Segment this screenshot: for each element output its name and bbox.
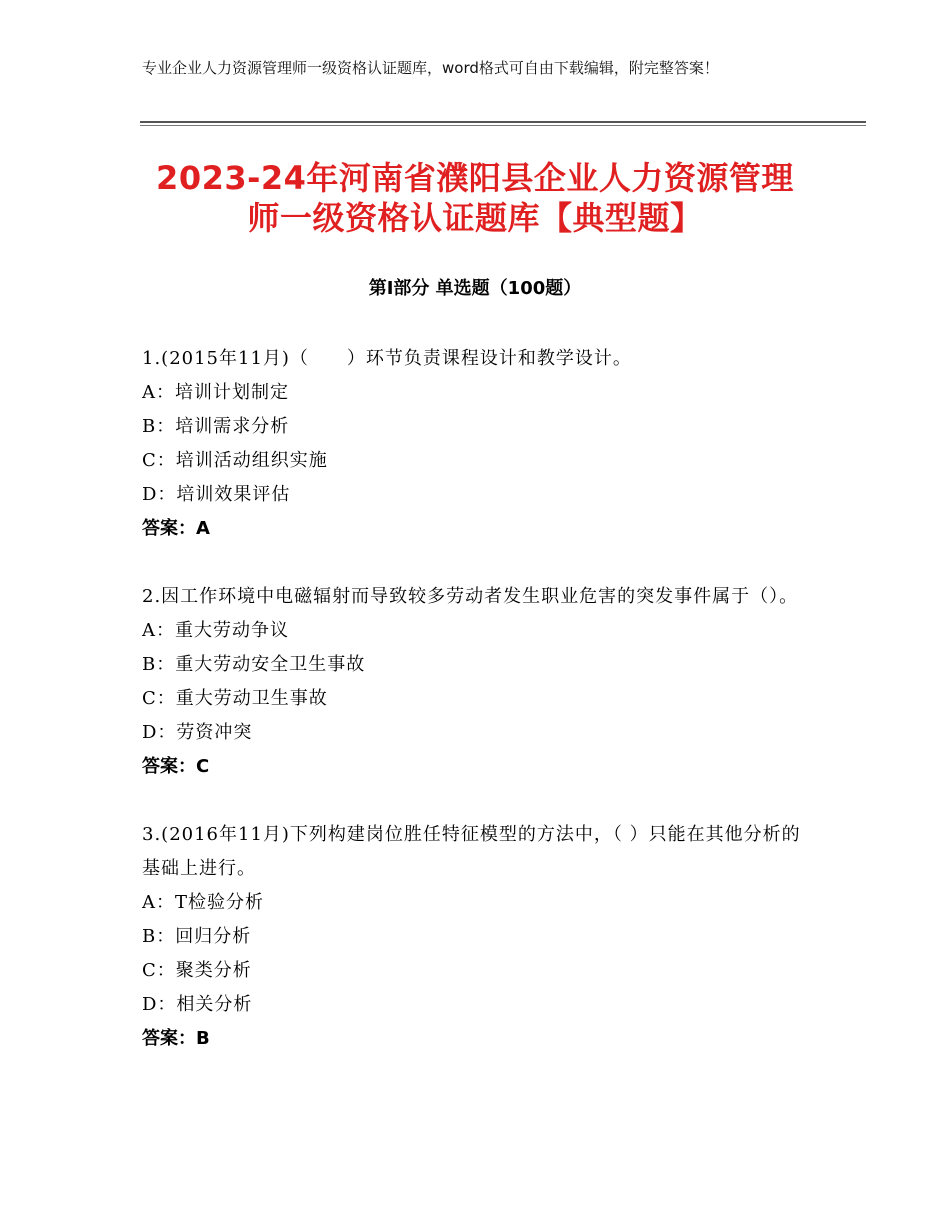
option-d: D：培训效果评估	[142, 484, 291, 505]
question-3	[142, 818, 802, 1056]
header-divider-thin	[140, 125, 866, 126]
option-b: B：培训需求分析	[142, 416, 290, 437]
question-stem: 1.(2015年11月)（ ）环节负责课程设计和教学设计。	[142, 348, 632, 369]
option-c: C：培训活动组织实施	[142, 450, 328, 471]
option-b: B：重大劳动安全卫生事故	[142, 654, 366, 675]
question-1	[142, 342, 802, 546]
question-list	[142, 342, 802, 1090]
option-a: A：培训计划制定	[142, 382, 289, 403]
answer-line: 答案：C	[142, 756, 210, 777]
option-b: B：回归分析	[142, 926, 252, 947]
question-stem: 2.因工作环境中电磁辐射而导致较多劳动者发生职业危害的突发事件属于（）。	[142, 586, 799, 607]
question-stem: 3.(2016年11月)下列构建岗位胜任特征模型的方法中，（ ）只能在其他分析的基础上进行。	[142, 824, 801, 879]
question-2	[142, 580, 802, 784]
document-title: 2023-24年河南省濮阳县企业人力资源管理师一级资格认证题库【典型题】	[156, 159, 794, 237]
option-c: C：重大劳动卫生事故	[142, 688, 328, 709]
answer-line: 答案：B	[142, 1028, 210, 1049]
header-note: 专业企业人力资源管理师一级资格认证题库，word格式可自由下载编辑，附完整答案！	[142, 59, 719, 77]
option-a: A：重大劳动争议	[142, 620, 289, 641]
option-a: A：T检验分析	[142, 892, 265, 913]
section-title: 第Ⅰ部分 单选题（100题）	[368, 278, 582, 299]
option-c: C：聚类分析	[142, 960, 252, 981]
answer-line: 答案：A	[142, 518, 210, 539]
option-d: D：劳资冲突	[142, 722, 253, 743]
option-d: D：相关分析	[142, 994, 253, 1015]
header-divider	[140, 121, 866, 123]
